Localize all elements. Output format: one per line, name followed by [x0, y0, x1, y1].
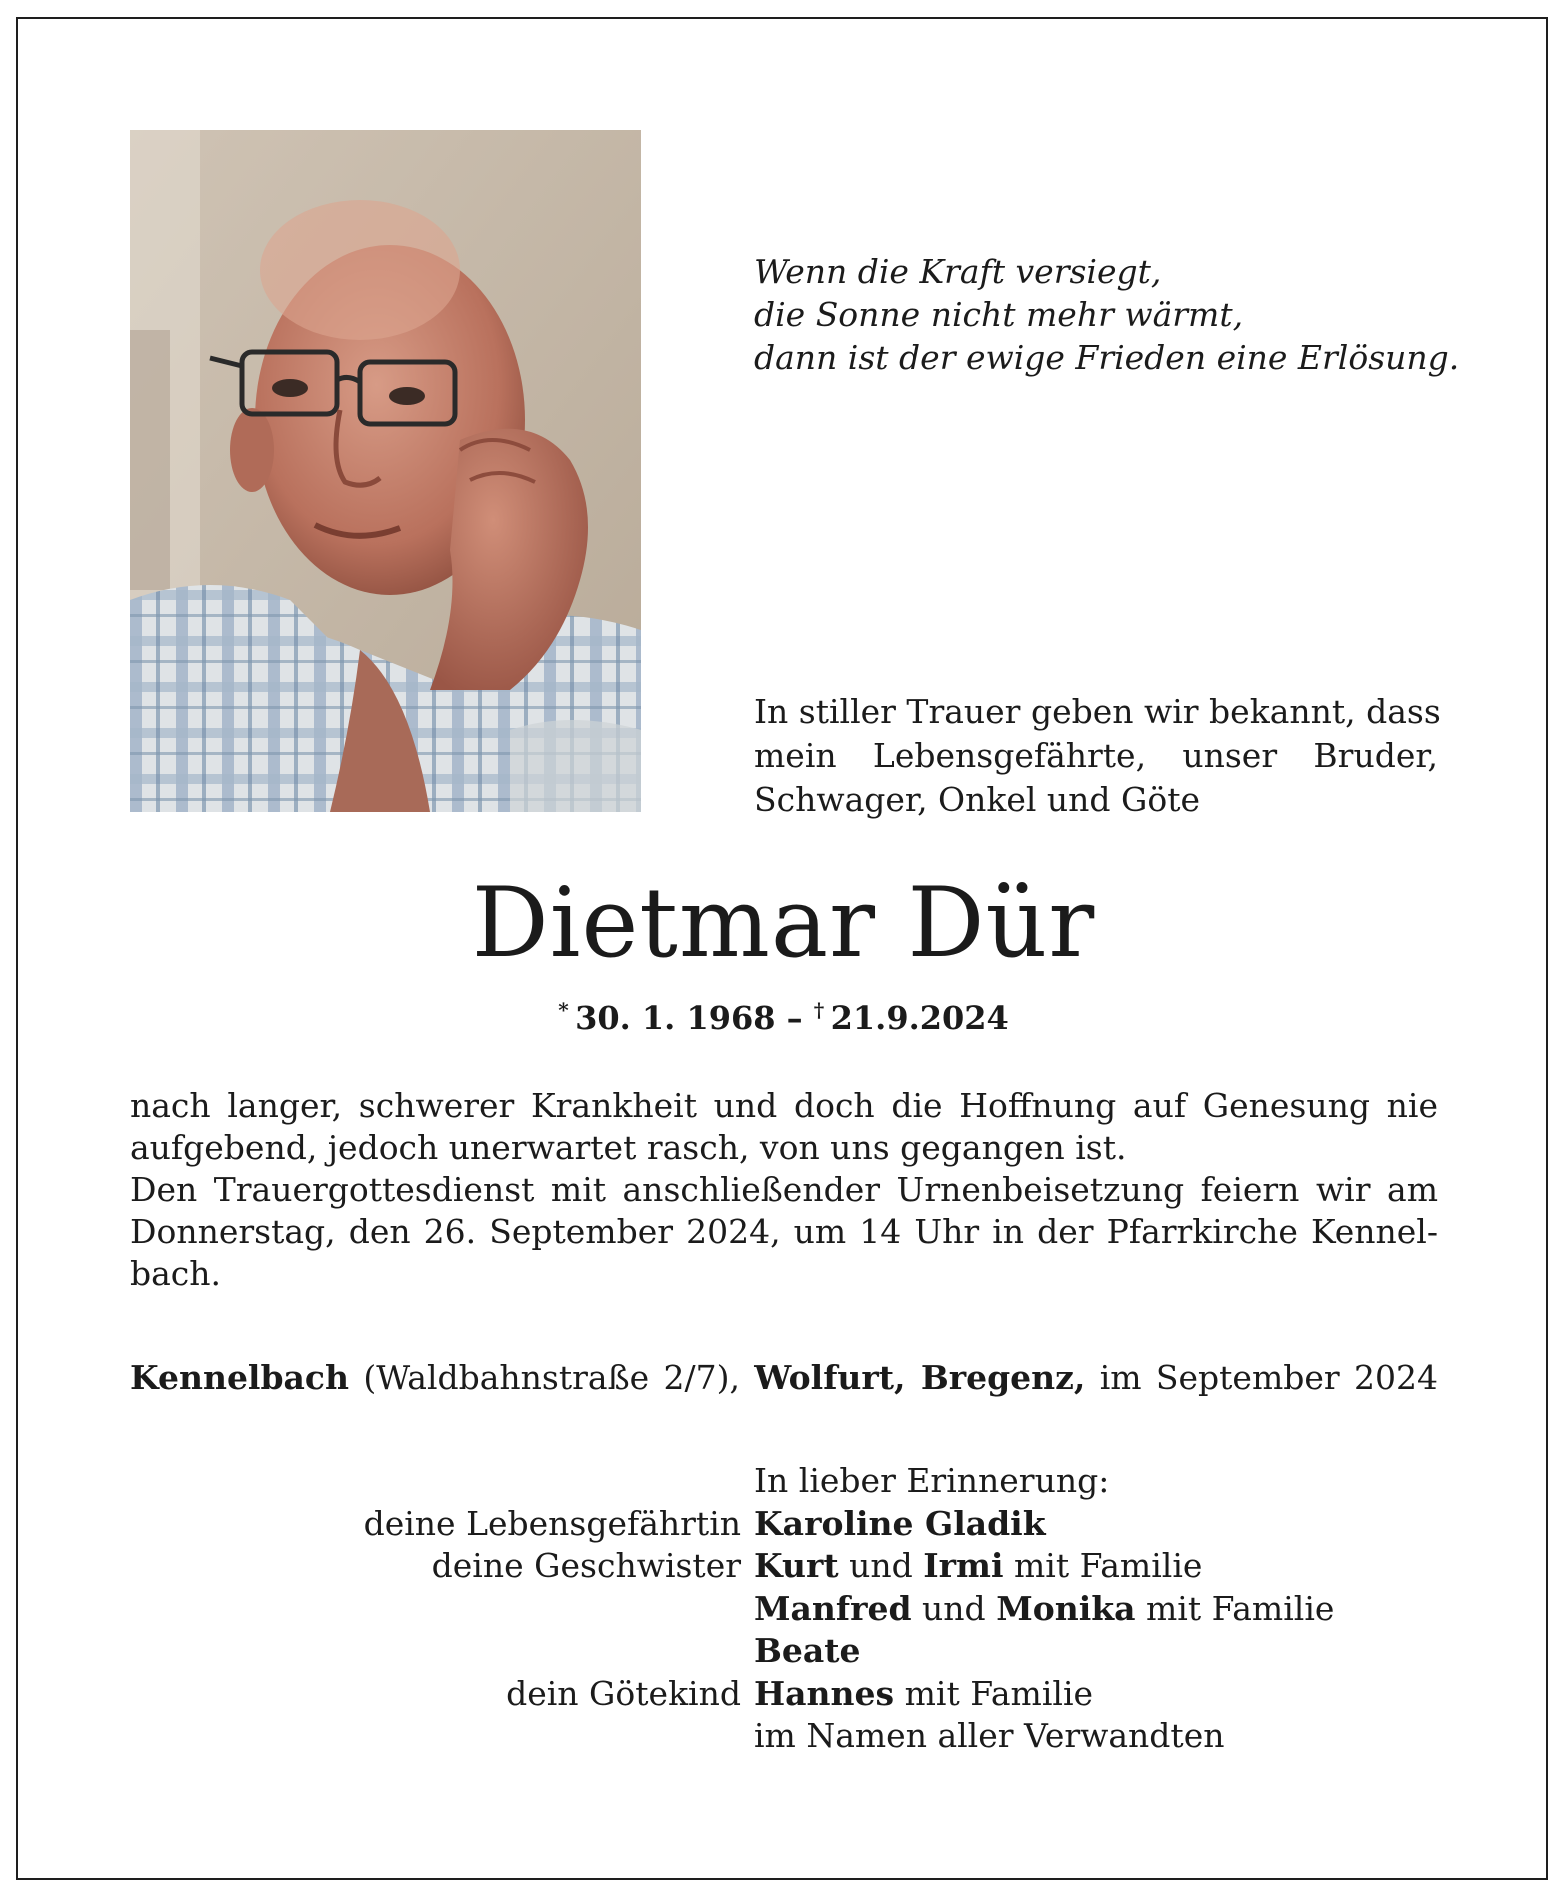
body-line: aufgebend, jedoch unerwartet rasch, von uns gegangen ist.	[130, 1128, 1127, 1167]
mourner-row	[0, 1630, 1567, 1673]
mourner-row	[0, 1673, 1567, 1716]
mourner-name: Kurt	[754, 1546, 839, 1585]
mourner-name: Monika	[996, 1588, 1136, 1628]
mourner-names	[754, 1545, 1202, 1588]
mourner-tail: mit Familie	[894, 1673, 1094, 1713]
mourner-names	[754, 1630, 861, 1673]
motto-line: dann ist der ewige Frieden eine Erlösung.	[754, 338, 1460, 377]
place-address: (Waldbahnstraße 2/7),	[349, 1358, 740, 1397]
motto-line: die Sonne nicht mehr wärmt,	[754, 295, 1244, 334]
mourner-relation: deine Geschwister	[431, 1546, 741, 1585]
deceased-name: Dietmar Dür	[471, 867, 1096, 979]
mourners-list	[0, 1460, 1567, 1758]
life-dates	[0, 988, 1567, 1040]
announcement-intro	[754, 690, 1441, 822]
mourners-closing: im Namen aller Verwandten	[754, 1716, 1225, 1755]
mourner-name: Karoline Gladik	[754, 1503, 1046, 1543]
mourners-heading: In lieber Erinnerung:	[754, 1461, 1110, 1500]
place-and-date	[130, 1356, 1438, 1400]
mourner-names	[754, 1673, 1093, 1716]
intro-line: Schwager, Onkel und Göte	[754, 780, 1201, 819]
mourner-tail: mit Familie	[1003, 1546, 1203, 1585]
motto-verse	[754, 250, 1459, 379]
mourner-names	[754, 1503, 1046, 1546]
death-date: 21.9.2024	[830, 999, 1009, 1037]
mourner-names	[754, 1588, 1334, 1631]
portrait-illustration	[130, 130, 641, 812]
birth-symbol: *	[558, 998, 569, 1022]
announcement-body	[130, 1085, 1438, 1295]
mourner-row	[0, 1588, 1567, 1631]
motto-line: Wenn die Kraft versiegt,	[754, 252, 1162, 291]
mourners-closing-row	[0, 1715, 1567, 1758]
birth-date: 30. 1. 1968	[575, 999, 776, 1037]
mourner-name: Manfred	[754, 1588, 912, 1628]
body-line: nach langer, schwerer Krankheit und doch die Hoffnung auf Genesung nie	[130, 1086, 1438, 1125]
intro-line: In stiller Trauer geben wir bekannt, dass	[754, 692, 1441, 731]
place-town: Kennelbach	[130, 1358, 350, 1397]
place-other-towns: Wolfurt, Bregenz,	[754, 1358, 1086, 1397]
death-symbol: †	[813, 998, 825, 1022]
body-line: Donnerstag, den 26. September 2024, um 14 Uhr in der Pfarrkirche Kennel-	[130, 1212, 1438, 1251]
mourner-conjunction: und	[838, 1546, 924, 1585]
body-line: bach.	[130, 1254, 222, 1293]
mourner-name: Irmi	[923, 1546, 1004, 1585]
mourners-heading-row	[0, 1460, 1567, 1503]
body-line: Den Trauergottesdienst mit anschließender Urnenbeisetzung feiern wir am	[130, 1170, 1438, 1209]
portrait-photo	[130, 130, 641, 812]
mourner-conjunction: und	[911, 1588, 997, 1628]
mourner-relation: dein Götekind	[506, 1673, 741, 1713]
mourner-name: Beate	[754, 1631, 861, 1670]
mourner-row	[0, 1545, 1567, 1588]
mourner-name: Hannes	[754, 1673, 895, 1713]
mourner-relation: deine Lebensgefährtin	[363, 1503, 741, 1543]
date-separator: –	[775, 999, 814, 1037]
intro-line: mein Lebensgefährte, unser Bruder,	[754, 736, 1438, 775]
mourner-tail: mit Familie	[1135, 1588, 1335, 1628]
mourner-row	[0, 1503, 1567, 1546]
place-date: im September 2024	[1099, 1358, 1438, 1397]
